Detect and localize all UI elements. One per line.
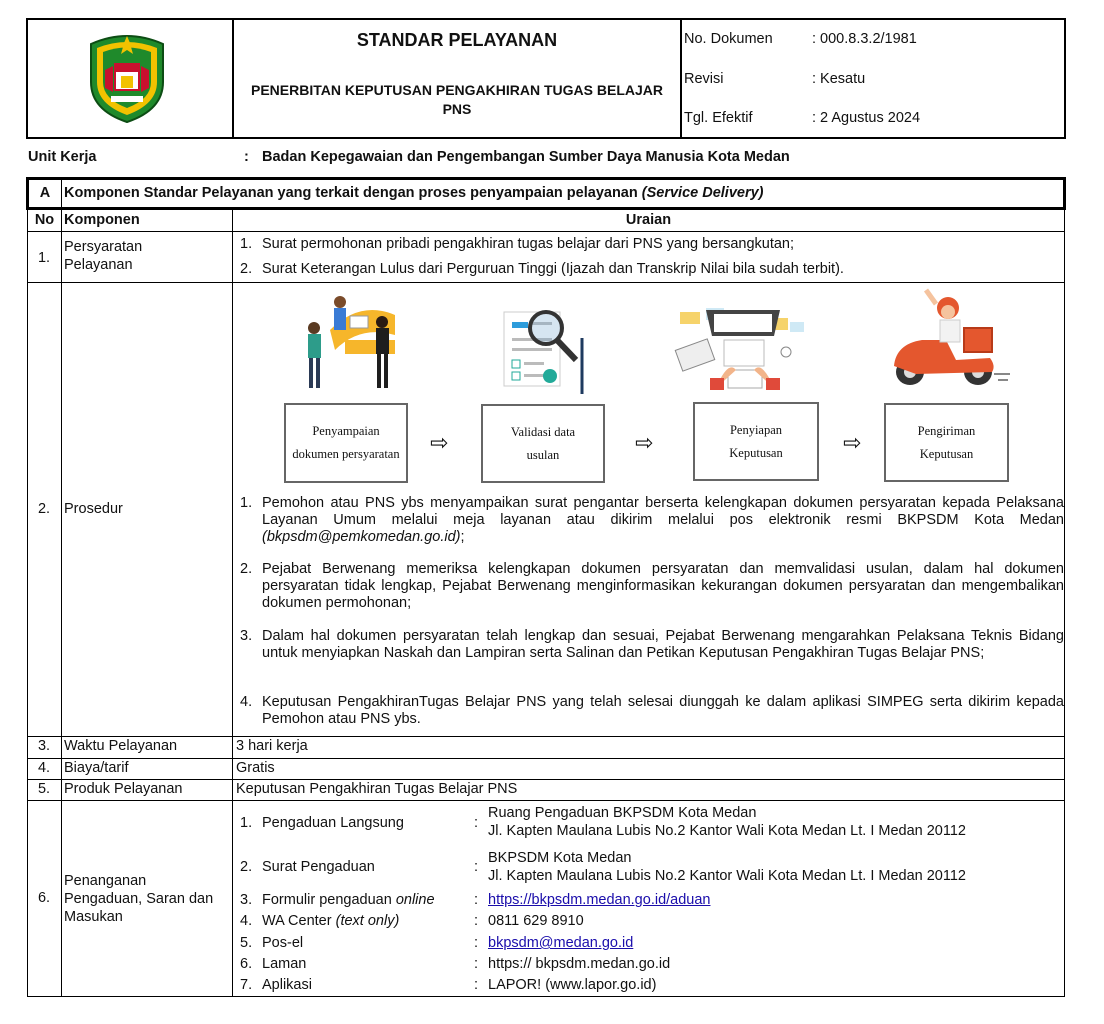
complaint-form-link[interactable]: https://bkpsdm.medan.go.id/aduan <box>488 892 711 908</box>
section-title-italic: (Service Delivery) <box>641 185 764 201</box>
row-value: 3 hari kerja <box>236 738 308 754</box>
meta-label-tgl-efektif: Tgl. Efektif <box>684 110 753 126</box>
email-link[interactable]: bkpsdm@medan.go.id <box>488 935 634 951</box>
list-item: 1. Surat permohonan pribadi pengakhiran tugas belajar dari PNS yang bersangkutan; <box>240 236 795 252</box>
row-value: Keputusan Pengakhiran Tugas Belajar PNS <box>236 781 518 797</box>
arrow-right-icon: ⇨ <box>843 431 862 456</box>
list-item: 3. Dalam hal dokumen persyaratan telah lengkap dan sesuai, Pejabat Berwenang mengarahkan Pelaksana Teknis Bidang untuk menyiapkan Naskah dan Lampiran serta Salinan dan Petikan Keputusan Pengakhiran Tugas Belajar PNS; <box>240 628 1064 661</box>
arrow-right-icon: ⇨ <box>430 431 449 456</box>
row-label: Persyaratan Pelayanan <box>64 239 143 273</box>
document-validation-illustration <box>498 298 590 396</box>
row-number: 5. <box>37 781 51 797</box>
section-letter: A <box>39 185 51 201</box>
procedure-step-pengiriman: Pengiriman Keputusan <box>884 403 1009 482</box>
row-number: 6. <box>37 890 51 906</box>
meta-value-tgl-efektif: : 2 Agustus 2024 <box>812 110 921 126</box>
row-label: Biaya/tarif <box>64 760 129 776</box>
meta-value-revisi: : Kesatu <box>812 71 866 87</box>
row-number: 4. <box>37 760 51 776</box>
row-number: 1. <box>37 250 51 266</box>
list-item: 2. Surat Keterangan Lulus dari Perguruan Tinggi (Ijazah dan Transkrip Nilai bila sudah terbit). <box>240 261 844 277</box>
service-desk-illustration <box>300 290 410 395</box>
unit-kerja-colon: : <box>244 149 249 165</box>
unit-kerja-label: Unit Kerja <box>28 149 97 165</box>
row-value: Gratis <box>236 760 275 776</box>
row-label: Penanganan Pengaduan, Saran dan Masukan <box>64 873 214 925</box>
row-label: Waktu Pelayanan <box>64 738 178 754</box>
meta-label-no-dokumen: No. Dokumen <box>684 31 773 47</box>
row-number: 2. <box>37 501 51 517</box>
section-title <box>64 185 763 201</box>
column-header-uraian: Uraian <box>625 212 672 228</box>
page-subtitle: PENERBITAN KEPUTUSAN PENGAKHIRAN TUGAS BELAJAR PNS <box>251 82 663 117</box>
delivery-courier-illustration <box>886 288 1011 392</box>
section-title-text: Komponen Standar Pelayanan yang terkait dengan proses penyampaian pelayanan <box>64 185 638 201</box>
meta-label-revisi: Revisi <box>684 71 724 87</box>
procedure-step-validasi: Validasi data usulan <box>481 404 605 483</box>
list-item: 4. Keputusan PengakhiranTugas Belajar PNS yang telah selesai diunggah ke dalam aplikasi SIMPEG serta dikirim kepada Pemohon atau PNS ybs. <box>240 694 1064 727</box>
city-emblem-logo <box>85 30 169 124</box>
computer-workspace-illustration <box>670 300 815 392</box>
procedure-step-penyampaian: Penyampaian dokumen persyaratan <box>284 403 408 483</box>
unit-kerja-value: Badan Kepegawaian dan Pengembangan Sumber Daya Manusia Kota Medan <box>262 149 790 165</box>
page-title: STANDAR PELAYANAN <box>356 30 558 50</box>
column-header-no: No <box>34 212 55 228</box>
procedure-step-penyiapan: Penyiapan Keputusan <box>693 402 819 481</box>
arrow-right-icon: ⇨ <box>635 431 654 456</box>
row-label: Produk Pelayanan <box>64 781 183 797</box>
list-item: 2. Pejabat Berwenang memeriksa kelengkapan dokumen persyaratan dan memvalidasi usulan, dalam hal dokumen persyaratan tidak lengkap, Pejabat Berwenang menginformasikan kekurangan dokumen persyaratan dan mengembalikan dokumen permohonan; <box>240 561 1064 611</box>
list-item: 1. Pemohon atau PNS ybs menyampaikan surat pengantar berserta kelengkapan dokumen persyaratan kepada Pelaksana Layanan Umum melalui meja layanan atau dikirim melalui pos elektronik resmi BKPSDM Kota Medan (bkpsdm@pemkomedan.go.id); <box>240 495 1064 545</box>
column-header-komponen: Komponen <box>64 212 140 228</box>
row-label: Prosedur <box>64 501 123 517</box>
meta-value-no-dokumen: : 000.8.3.2/1981 <box>812 31 917 47</box>
row-number: 3. <box>37 738 51 754</box>
